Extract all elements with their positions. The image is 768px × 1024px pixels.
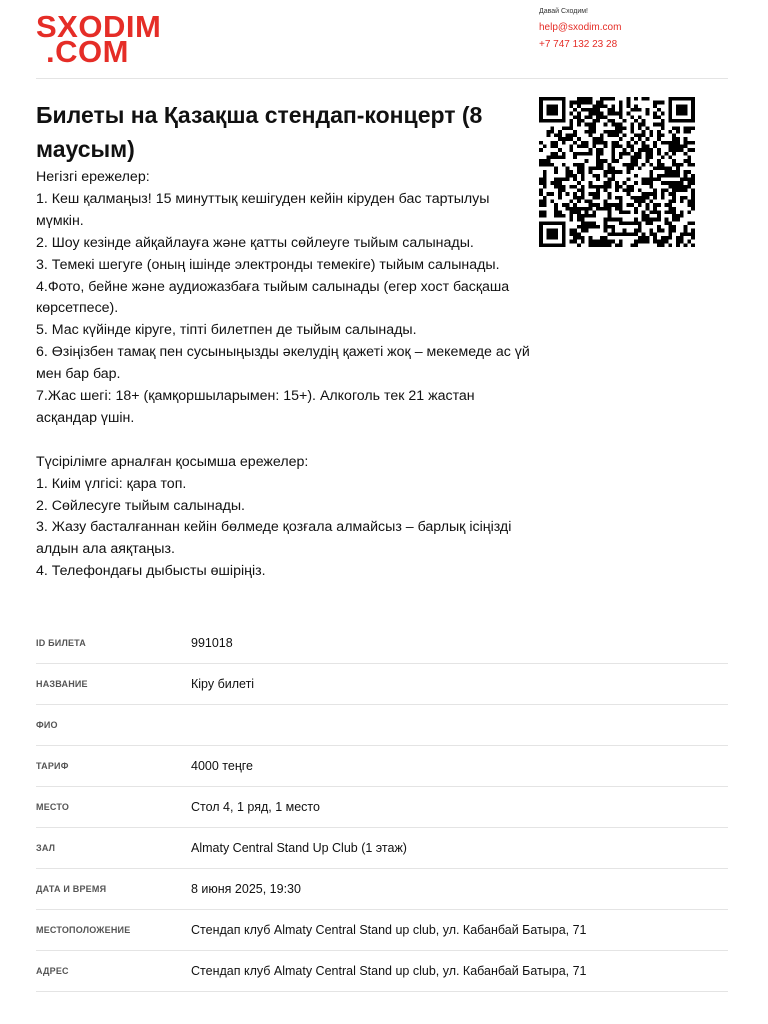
ticket-title: Билеты на Қазақша стендап-концерт (8 маусым) xyxy=(36,102,483,162)
rule-line: 2. Шоу кезінде айқайлауға және қатты сөйлеуге тыйым салынады. xyxy=(36,234,474,251)
detail-row xyxy=(36,952,728,992)
rule-line: 4.Фото, бейне және аудиожазбаға тыйым салынады (егер хост басқаша көрсетпесе). xyxy=(36,278,510,317)
rule-line: 3. Жазу басталғаннан кейін бөлмеде қозғала алмайсыз – барлық ісіңізді алдын ала аяқтаңыз. xyxy=(36,519,512,558)
qr-code-icon xyxy=(539,97,695,247)
rule-line: 5. Мас күйінде кіруге, тіпті билетпен де тыйым салынады. xyxy=(36,322,417,339)
rule-line: 2. Сөйлесуге тыйым салынады. xyxy=(36,497,246,514)
detail-value: Стендап клуб Almaty Central Stand up club, ул. Кабанбай Батыра, 71 xyxy=(191,964,587,978)
detail-value: Almaty Central Stand Up Club (1 этаж) xyxy=(191,841,407,855)
detail-label: ФИО xyxy=(36,720,58,730)
detail-label: МЕСТОПОЛОЖЕНИЕ xyxy=(36,925,131,935)
phone-link[interactable]: +7 747 132 23 28 xyxy=(539,39,618,50)
detail-row xyxy=(36,911,728,951)
contacts xyxy=(539,7,621,53)
rule-line: 1. Киім үлгісі: қара топ. xyxy=(36,475,187,492)
detail-row xyxy=(36,788,728,828)
detail-row xyxy=(36,747,728,787)
rules-text xyxy=(36,167,534,583)
detail-label: НАЗВАНИЕ xyxy=(36,679,88,689)
detail-value: Кіру билеті xyxy=(191,677,255,691)
rule-line: 6. Өзіңізбен тамақ пен сусыныңызды әкелудің қажеті жоқ – мекемеде ас үй мен бар бар. xyxy=(36,344,530,383)
detail-value: 8 июня 2025, 19:30 xyxy=(191,882,301,896)
ticket-details-table xyxy=(36,624,728,993)
detail-label: АДРЕС xyxy=(36,966,69,976)
logo-line-2: .COM xyxy=(46,34,129,69)
rule-line: 7.Жас шегі: 18+ (қамқоршыларымен: 15+). Алкоголь тек 21 жастан асқандар үшін. xyxy=(36,388,475,426)
detail-label: МЕСТО xyxy=(36,802,70,812)
detail-row xyxy=(36,665,728,705)
detail-value: 4000 теңге xyxy=(191,759,253,773)
detail-label: ДАТА И ВРЕМЯ xyxy=(36,884,107,894)
detail-label: ID БИЛЕТА xyxy=(36,638,86,648)
detail-value: Стол 4, 1 ряд, 1 место xyxy=(191,800,320,814)
header xyxy=(36,0,728,79)
email-link[interactable]: help@sxodim.com xyxy=(539,22,622,33)
detail-value: Стендап клуб Almaty Central Stand up club, ул. Кабанбай Батыра, 71 xyxy=(191,923,587,937)
rule-line: 4. Телефондағы дыбысты өшіріңіз. xyxy=(36,563,266,580)
slogan: Давай Сходим! xyxy=(539,8,588,15)
rule-line: Негізгі ережелер: xyxy=(36,169,150,185)
rule-line: Түсірілімге арналған қосымша ережелер: xyxy=(36,453,309,470)
rule-line: 1. Кеш қалмаңыз! 15 минуттық кешігуден кейін кіруден бас тартылуы мүмкін. xyxy=(36,190,490,229)
detail-label: ТАРИФ xyxy=(36,761,69,771)
detail-row xyxy=(36,870,728,910)
detail-row xyxy=(36,624,728,664)
detail-label: ЗАЛ xyxy=(36,843,56,853)
detail-row xyxy=(36,706,728,746)
sxodim-logo[interactable] xyxy=(36,9,162,69)
rule-line: 3. Темекі шегуге (оның ішінде электронды темекіге) тыйым салынады. xyxy=(36,256,500,273)
detail-row xyxy=(36,829,728,869)
logo-line-1: SXODIM xyxy=(36,9,162,44)
detail-value: 991018 xyxy=(191,636,233,650)
rule-line xyxy=(36,430,534,452)
